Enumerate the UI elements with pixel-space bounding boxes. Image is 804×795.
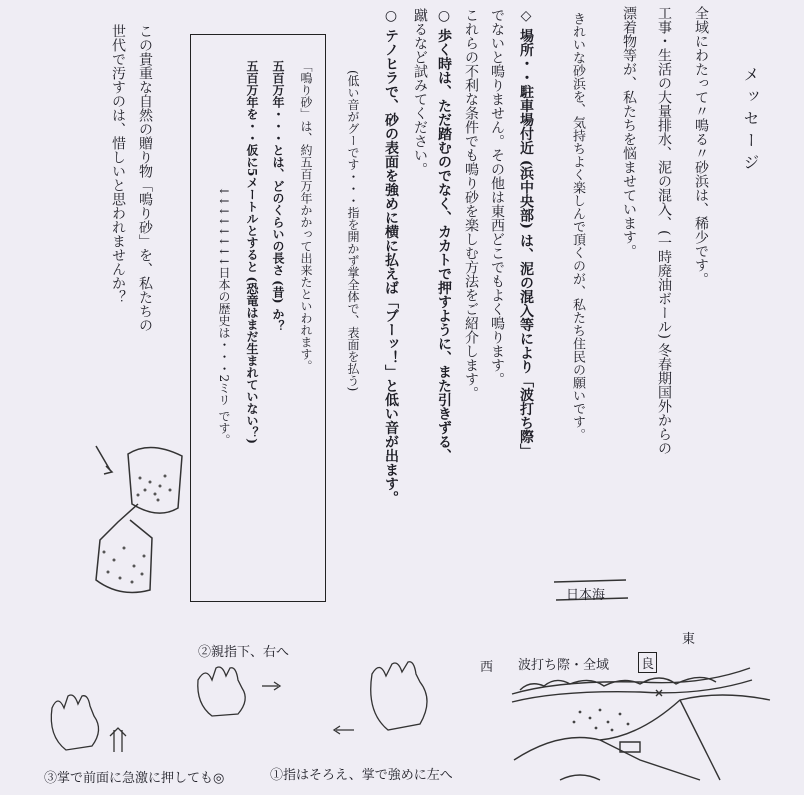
place-line-1: ◇ 場所・・駐車場付近 (浜中央部) は、泥の混入等により「波打ち際」 — [518, 8, 534, 458]
beach-map — [512, 580, 770, 780]
place-line-2: でないと鳴りません。その他は東西どこでもよく鳴ります。 — [489, 8, 505, 386]
box-line-4: ↓↓↓↓↓↓↓↓日本の歴史は・・・2ミリ です。 — [217, 186, 231, 446]
hand-illustrations — [51, 662, 427, 752]
page-title: メッセージ — [741, 66, 760, 176]
closing-line-1: この貴重な自然の贈り物「鳴り砂」を、私たちの — [137, 24, 153, 332]
place-line-3: これらの不利な条件でも鳴り砂を楽しむ方法をご紹介します。 — [463, 8, 479, 400]
closing-line-2: 世代で汚すのは、惜しいと思われませんか？ — [110, 24, 126, 304]
walk-line-1: ○ 歩く時は、ただ踏むのでなく、カカトで押すように、また引きずる、 — [436, 8, 452, 463]
step-3-caption: ③掌で前面に急激に押しても◎ — [44, 771, 225, 786]
box-line-3: 五百万年を・・仮に5メートルとすると (恐竜はまだ生まれていない？) — [245, 60, 259, 444]
good-mark: 良 — [638, 652, 657, 673]
walk-line-2: 蹴るなど試みてください。 — [412, 8, 428, 176]
intro-line-1: 全域にわたって〃鳴る〃砂浜は、稀少です。 — [693, 6, 709, 286]
east-label: 東 — [682, 632, 696, 647]
palm-line-2: (低い音がグーです・・・指を開かず掌全体で、表面を払う) — [346, 70, 360, 392]
intro-line-4: きれいな砂浜を、気持ちよく楽しんで頂くのが、私たち住民の願いです。 — [570, 12, 585, 441]
sea-label: 日本海 — [566, 588, 606, 603]
intro-line-3: 漂着物等が、私たちを悩ませています。 — [621, 6, 637, 258]
step-2-caption: ②親指下、右へ — [198, 645, 290, 660]
map-legend: 波打ち際・全域 — [518, 658, 610, 673]
box-line-2: 五百万年・・・とは、どのくらいの長さ (昔) か？ — [271, 60, 285, 332]
west-label: 西 — [480, 660, 494, 675]
palm-line-1: ○ テノヒラで、砂の表面を強めに横に払えば「ブーッ！」と低い音が出ます。 — [383, 8, 399, 505]
step-1-caption: ①指はそろえ、掌で強めに左へ — [270, 768, 453, 783]
box-line-1: 「鳴り砂」は、約五百万年かかって出来たといわれます。 — [299, 60, 313, 372]
intro-line-2: 工事・生活の大量排水、泥の混入、(一時廃油ボール) 冬春期国外からの — [656, 6, 672, 456]
